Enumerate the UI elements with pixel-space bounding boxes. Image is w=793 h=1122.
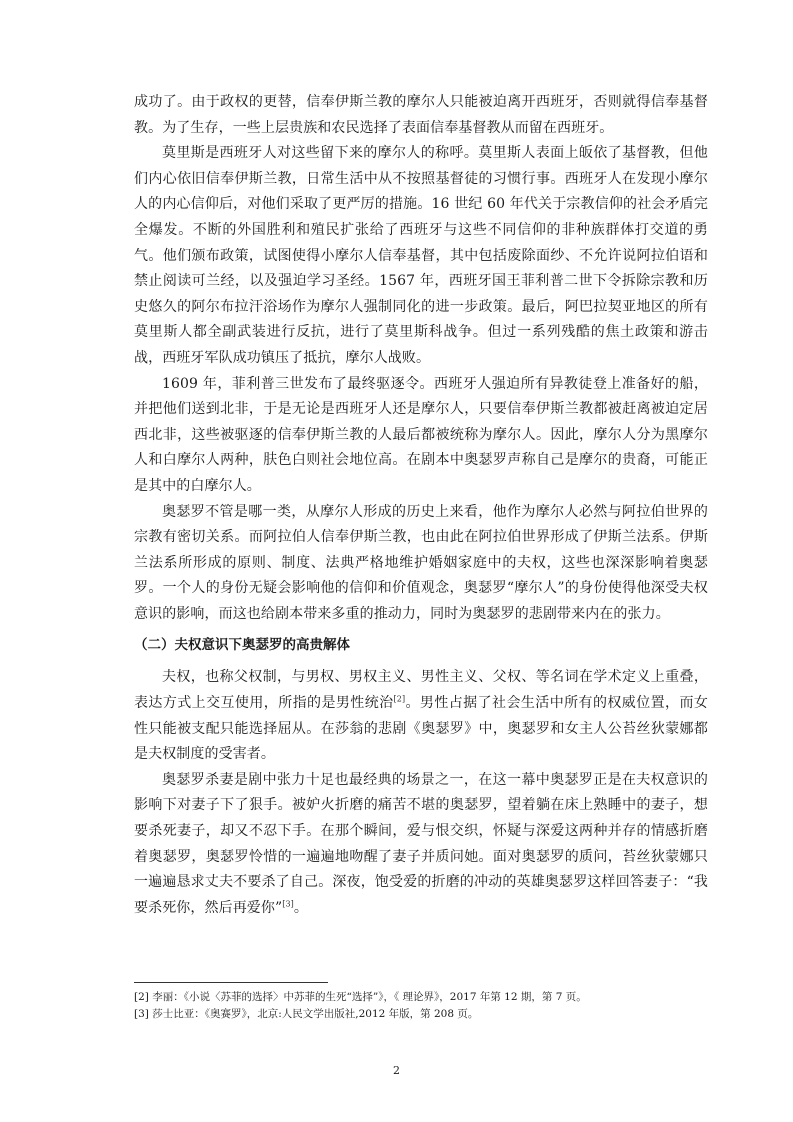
paragraph-moriscos: 莫里斯是西班牙人对这些留下来的摩尔人的称呼。莫里斯人表面上皈依了基督教，但他们内心依旧信奉伊斯兰教，日常生活中从不按照基督徒的习惯行事。西班牙人在发现小摩尔人的内心信仰后，对他们采取了更严厉的措施。16 世纪 60 年代关于宗教信仰的社会矛盾完全爆发。不断的外国胜利和殖民扩张给了西班牙与这些不同信仰的非种族群体打交道的勇气。他们颁布政策，试图使得小摩尔人信奉基督，其中包括废除面纱、不允许说阿拉伯语和禁止阅读可兰经，以及强迫学习圣经。1567 年，西班牙国王菲利普二世下令拆除宗教和历史悠久的阿尔布拉汗浴场作为摩尔人强制同化的进一步政策。最后，阿巴拉契亚地区的所有莫里斯人都全副武装进行反抗，进行了莫里斯科战争。但过一系列残酷的焦土政策和游击战，西班牙军队成功镇压了抵抗，摩尔人战败。 [134, 145, 708, 366]
paragraph-expulsion: 1609 年，菲利普三世发布了最终驱逐令。西班牙人强迫所有异教徒登上准备好的船，并把他们送到北非，于是无论是西班牙人还是摩尔人，只要信奉伊斯兰教都被赶离被迫定居西北非，这些被驱逐的信奉伊斯兰教的人最后都被统称为摩尔人。因此，摩尔人分为黑摩尔人和白摩尔人两种，肤色白则社会地位高。在剧本中奥瑟罗声称自己是摩尔的贵裔，可能正是其中的白摩尔人。 [134, 375, 708, 494]
paragraph-text: 。 [293, 899, 309, 916]
footnote-divider [134, 982, 328, 983]
footnote-item: [2] 李丽：《小说〈苏菲的选择〉中苏菲的生死“选择”》，《 理论界》，2017 年第 12 期，第 7 页。 [134, 991, 587, 1003]
paragraph-text: 。男性占据了社会生活中所有的权威位置，而女性只能被支配只能选择屈从。在莎翁的悲剧《奥瑟罗》中，奥瑟罗和女主人公苔丝狄蒙娜都是夫权制度的受害者。 [134, 695, 708, 763]
footnote-reference[interactable]: [2] [393, 694, 406, 704]
body-text [134, 90, 708, 921]
footnotes [134, 989, 708, 1022]
section-heading: （二）夫权意识下奥瑟罗的高贵解体 [134, 637, 350, 654]
page-number: 2 [393, 1064, 400, 1077]
paragraph-text: 奥瑟罗杀妻是剧中张力十足也最经典的场景之一，在这一幕中奥瑟罗正是在夫权意识的影响下对妻子下了狠手。被妒火折磨的痛苦不堪的奥瑟罗，望着躺在床上熟睡中的妻子，想要杀死妻子，却又不忍下手。在那个瞬间，爱与恨交织，怀疑与深爱这两种并存的情感折磨着奥瑟罗，奥瑟罗怜惜的一遍遍地吻醒了妻子并质问她。面对奥瑟罗的质问，苔丝狄蒙娜只一遍遍恳求丈夫不要杀了自己。深夜，饱受爱的折磨的冲动的英雄奥瑟罗这样回答妻子：“我要杀死你，然后再爱你” [134, 771, 708, 916]
paragraph-patriarchy [134, 665, 708, 767]
paragraph-othello-identity: 奥瑟罗不管是哪一类，从摩尔人形成的历史上来看，他作为摩尔人必然与阿拉伯世界的宗教有密切关系。而阿拉伯人信奉伊斯兰教，也由此在阿拉伯世界形成了伊斯兰法系。伊斯兰法系所形成的原则、制度、法典严格地维护婚姻家庭中的夫权，这些也深深影响着奥瑟罗。一个人的身份无疑会影响他的信仰和价值观念，奥瑟罗“摩尔人”的身份使得他深受夫权意识的影响，而这也给剧本带来多重的推动力，同时为奥瑟罗的悲剧带来内在的张力。 [134, 503, 708, 622]
paragraph-murder-scene [134, 768, 708, 922]
paragraph-intro: 成功了。由于政权的更替，信奉伊斯兰教的摩尔人只能被迫离开西班牙，否则就得信奉基督教。为了生存，一些上层贵族和农民选择了表面信奉基督教从而留在西班牙。 [134, 94, 708, 136]
footnote-item: [3] 莎士比亚：《奥赛罗》，北京:人民文学出版社,2012 年版，第 208 页。 [134, 1007, 479, 1020]
paragraph-text: 夫权，也称父权制，与男权、男权主义、男性主义、父权、等名词在学术定义上重叠，表达方式上交互使用，所指的是男性统治 [134, 669, 708, 712]
footnote-reference[interactable]: [3] [282, 899, 294, 909]
